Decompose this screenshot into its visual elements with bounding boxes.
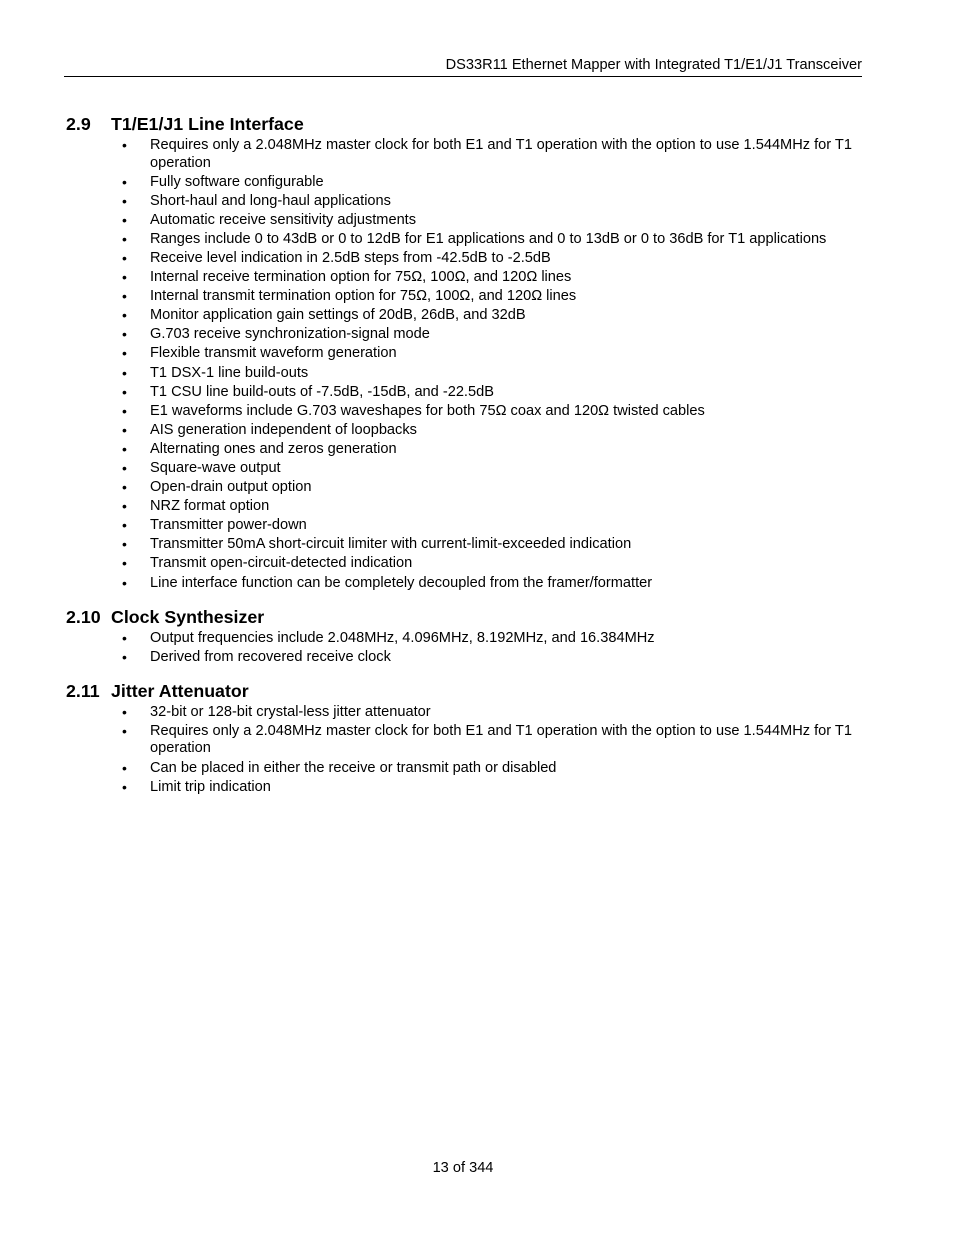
- bullet-list: [66, 137, 862, 592]
- section-line-interface: [66, 113, 862, 592]
- section-spacer: [66, 668, 862, 680]
- list-item: • Can be placed in either the receive or transmit path or disabled: [122, 759, 557, 776]
- list-item: • Short-haul and long-haul applications: [122, 192, 391, 209]
- section-title: Clock Synthesizer: [111, 606, 265, 627]
- list-item: • Line interface function can be completely decoupled from the framer/formatter: [122, 574, 653, 591]
- section-number: 2.10: [66, 606, 101, 627]
- header-rule: [64, 76, 862, 77]
- list-item: • Square-wave output: [122, 460, 281, 476]
- list-item: • Fully software configurable: [122, 173, 324, 190]
- list-item: • Open-drain output option: [122, 479, 312, 496]
- list-item: • Transmitter power-down: [122, 517, 307, 534]
- bullet-icon: •: [122, 460, 127, 476]
- section-heading: [66, 680, 862, 702]
- bullet-icon: •: [122, 230, 127, 247]
- list-item: • Automatic receive sensitivity adjustments: [122, 211, 417, 228]
- bullet-icon: •: [122, 402, 127, 419]
- running-header: DS33R11 Ethernet Mapper with Integrated T1/E1/J1 Transceiver: [445, 57, 862, 73]
- list-item: • Alternating ones and zeros generation: [122, 440, 397, 457]
- bullet-icon: •: [122, 326, 127, 343]
- bullet-icon: •: [122, 722, 127, 739]
- bullet-icon: •: [122, 345, 127, 362]
- list-item: • Derived from recovered receive clock: [122, 648, 391, 665]
- list-item: • Output frequencies include 2.048MHz, 4.096MHz, 8.192MHz, and 16.384MHz: [122, 629, 655, 646]
- list-item: • Ranges include 0 to 43dB or 0 to 12dB for E1 applications and 0 to 13dB or 0 to 36dB for T1 applications: [122, 230, 827, 247]
- section-jitter-attenuator: [66, 680, 862, 796]
- bullet-icon: •: [122, 440, 127, 457]
- bullet-icon: •: [122, 555, 127, 572]
- list-item: • AIS generation independent of loopbacks: [122, 421, 417, 438]
- list-item: • 32-bit or 128-bit crystal-less jitter attenuator: [122, 703, 431, 720]
- section-title: Jitter Attenuator: [111, 680, 249, 701]
- list-item: • Internal receive termination option for 75Ω, 100Ω, and 120Ω lines: [122, 269, 572, 286]
- section-number: 2.11: [66, 680, 100, 701]
- bullet-icon: •: [122, 421, 127, 438]
- list-item: • Receive level indication in 2.5dB steps from -42.5dB to -2.5dB: [122, 249, 551, 266]
- bullet-icon: •: [122, 498, 127, 515]
- section-heading: [66, 606, 862, 628]
- list-item: • T1 DSX-1 line build-outs: [122, 364, 309, 381]
- bullet-icon: •: [122, 574, 127, 591]
- section-spacer: [66, 594, 862, 606]
- bullet-icon: •: [122, 288, 127, 305]
- bullet-icon: •: [122, 249, 127, 266]
- list-item: • Transmit open-circuit-detected indication: [122, 555, 413, 572]
- bullet-icon: •: [122, 536, 127, 553]
- list-item: • E1 waveforms include G.703 waveshapes for both 75Ω coax and 120Ω twisted cables: [122, 402, 705, 419]
- list-item: • NRZ format option: [122, 498, 270, 515]
- list-item: • Limit trip indication: [122, 778, 271, 795]
- bullet-icon: •: [122, 173, 127, 190]
- section-number: 2.9: [66, 114, 91, 134]
- section-clock-synthesizer: [66, 606, 862, 667]
- list-item: • T1 CSU line build-outs of -7.5dB, -15dB, and -22.5dB: [122, 383, 494, 400]
- bullet-icon: •: [122, 517, 127, 534]
- list-item: • Requires only a 2.048MHz master clock for both E1 and T1 operation with the option to use 1.544MHz for T1 operation: [122, 137, 852, 171]
- bullet-list: [66, 704, 862, 796]
- list-item: • Requires only a 2.048MHz master clock for both E1 and T1 operation with the option to use 1.544MHz for T1 operation: [122, 722, 852, 757]
- list-item: • Transmitter 50mA short-circuit limiter with current-limit-exceeded indication: [122, 536, 632, 553]
- bullet-list: [66, 630, 862, 667]
- bullet-icon: •: [122, 211, 127, 228]
- list-item: • Monitor application gain settings of 20dB, 26dB, and 32dB: [122, 307, 526, 324]
- list-item: • Flexible transmit waveform generation: [122, 345, 397, 362]
- bullet-icon: •: [122, 629, 127, 646]
- bullet-icon: •: [122, 479, 127, 496]
- bullet-icon: •: [122, 383, 127, 400]
- bullet-icon: •: [122, 703, 127, 720]
- bullet-icon: •: [122, 778, 127, 795]
- bullet-icon: •: [122, 307, 127, 324]
- bullet-icon: •: [122, 364, 127, 381]
- bullet-icon: •: [122, 269, 127, 286]
- section-title: T1/E1/J1 Line Interface: [111, 114, 304, 134]
- section-heading: [66, 113, 862, 135]
- document-body: [66, 113, 862, 798]
- bullet-icon: •: [122, 192, 127, 209]
- page-number: 13 of 344: [432, 1160, 494, 1176]
- bullet-icon: •: [122, 759, 127, 776]
- bullet-icon: •: [122, 648, 127, 665]
- list-item: • G.703 receive synchronization-signal mode: [122, 326, 430, 343]
- list-item: • Internal transmit termination option for 75Ω, 100Ω, and 120Ω lines: [122, 288, 577, 305]
- bullet-icon: •: [122, 137, 127, 153]
